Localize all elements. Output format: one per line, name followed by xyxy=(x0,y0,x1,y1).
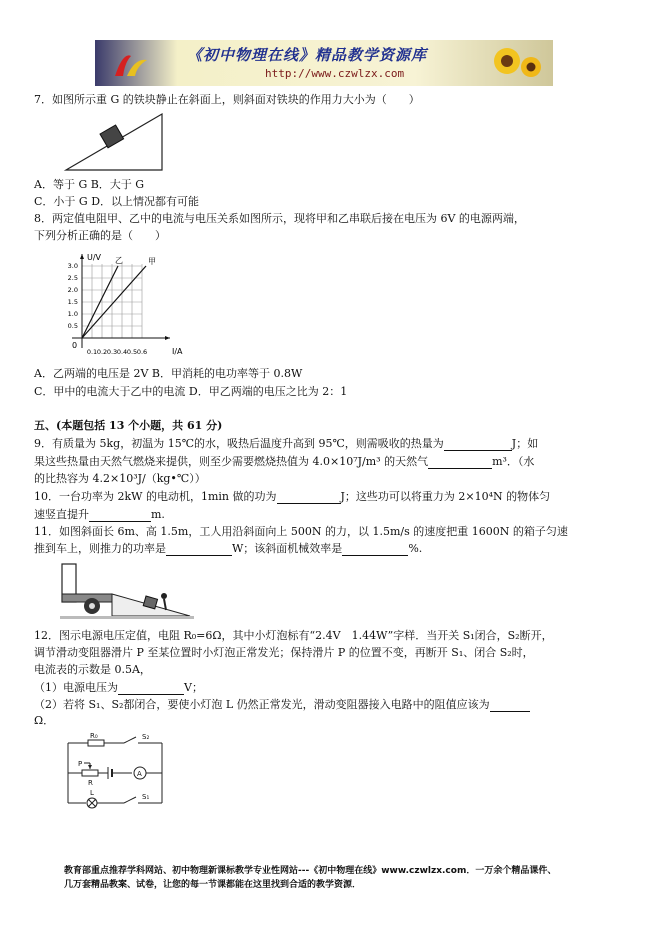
label-r: R xyxy=(88,779,93,787)
section-heading: 五、(本题包括 13 个小题，共 61 分) xyxy=(34,419,223,432)
q12-part2-unit: Ω． xyxy=(34,714,55,727)
origin-label: 0 xyxy=(72,341,78,350)
q8-options-cd: C．甲中的电流大于乙中的电流 D．甲乙两端的电压之比为 2：1 xyxy=(34,385,348,398)
q8-stem-line1: 8．两定值电阻甲、乙中的电流与电压关系如图所示，现将甲和乙串联后接在电压为 6V 的电源两端， xyxy=(34,212,525,225)
q10-line1: 10．一台功率为 2kW 的电动机，1min 做的功为 J；这些功可以将重力为 2×10⁴N 的物体匀 xyxy=(34,490,551,503)
q12-line1: 12．图示电源电压定值，电阻 R₀=6Ω，其中小灯泡标有“2.4V 1.44W”字样．当开关 S₁闭合，S₂断开， xyxy=(34,629,553,642)
footer-line2: 几万套精品教案、试卷，让您的每一节课都能在这里找到合适的教学资源． xyxy=(64,880,362,890)
q12-part2: （2）若将 S₁、S₂都闭合，要使小灯泡 L 仍然正常发光，滑动变阻器接入电路中的阻值应该为 xyxy=(34,697,530,712)
x-tick: 0.6 xyxy=(136,348,148,356)
q12-part1: （1）电源电压为 V； xyxy=(34,681,203,694)
q7-options-ab: A．等于 G B．大于 G xyxy=(34,178,145,191)
x-tick: 0.5 xyxy=(126,348,138,356)
line-yi-label: 乙 xyxy=(115,256,123,265)
site-logo-icon xyxy=(109,48,153,80)
line-jia-label: 甲 xyxy=(148,257,156,266)
truck-ramp-figure xyxy=(60,560,194,620)
x-tick: 0.4 xyxy=(116,348,128,356)
q7-stem: 7．如图所示重 G 的铁块静止在斜面上，则斜面对铁块的作用力大小为（ ） xyxy=(34,93,420,106)
q9-line2: 果这些热量由天然气燃烧来提供，则至少需要燃烧热值为 4.0×10⁷J/m³ 的天然气 m³．（水 xyxy=(34,455,535,468)
x-tick: 0.3 xyxy=(106,348,118,356)
x-tick: 0.2 xyxy=(96,348,108,356)
q12-line2: 调节滑动变阻器滑片 P 至某位置时小灯泡正常发光；保持滑片 P 的位置不变，再断开 S₁、闭合 S₂时， xyxy=(34,646,534,659)
label-l: L xyxy=(90,789,94,797)
footer-line1: 教育部重点推荐学科网站、初中物理新课标教学专业性网站---《初中物理在线》www.czwlzx.com．一万余个精品课件、 xyxy=(64,866,557,876)
q9-line3: 的比热容为 4.2×10³J/（kg•℃）） xyxy=(34,472,206,485)
q8-stem-line2: 下列分析正确的是（ ） xyxy=(34,229,166,242)
banner-title: 《初中物理在线》精品教学资源库 xyxy=(187,46,428,64)
q8-options-ab: A．乙两端的电压是 2V B．甲消耗的电功率等于 0.8W xyxy=(34,367,303,380)
label-s2: S₂ xyxy=(142,733,150,741)
ammeter-label: A xyxy=(137,770,142,778)
y-tick: 1.5 xyxy=(67,298,78,306)
header-banner xyxy=(95,40,553,86)
y-tick: 3.0 xyxy=(67,262,78,270)
page-footer xyxy=(64,864,556,892)
y-tick: 2.5 xyxy=(67,274,78,282)
x-tick: 0.1 xyxy=(86,348,98,356)
y-tick: 0.5 xyxy=(67,322,78,330)
u-i-graph xyxy=(60,250,183,360)
q10-line2: 速竖直提升 m. xyxy=(34,508,165,521)
x-axis-label: I/A xyxy=(172,347,183,356)
q11-line2: 推到车上，则推力的功率是 W；该斜面机械效率是 %. xyxy=(34,542,423,555)
sunflower-icon xyxy=(489,43,545,83)
q7-options-cd: C．小于 G D．以上情况都有可能 xyxy=(34,195,200,208)
y-tick: 1.0 xyxy=(67,310,78,318)
incline-block-figure xyxy=(62,108,168,172)
y-axis-label: U/V xyxy=(87,253,102,262)
label-r0: R₀ xyxy=(90,732,98,740)
label-s1: S₁ xyxy=(142,793,150,801)
y-tick: 2.0 xyxy=(67,286,78,294)
q12-line3: 电流表的示数是 0.5A， xyxy=(34,663,151,676)
circuit-diagram xyxy=(60,733,172,811)
label-p: P xyxy=(78,760,83,768)
q9-line1: 9．有质量为 5kg，初温为 15℃的水，吸热后温度升高到 95℃，则需吸收的热量为 J；如 xyxy=(34,437,539,450)
q11-line1: 11．如图斜面长 6m、高 1.5m，工人用沿斜面向上 500N 的力，以 1.5m/s 的速度把重 1600N 的箱子匀速 xyxy=(34,525,568,538)
banner-url[interactable]: http://www.czwlzx.com xyxy=(265,67,405,80)
